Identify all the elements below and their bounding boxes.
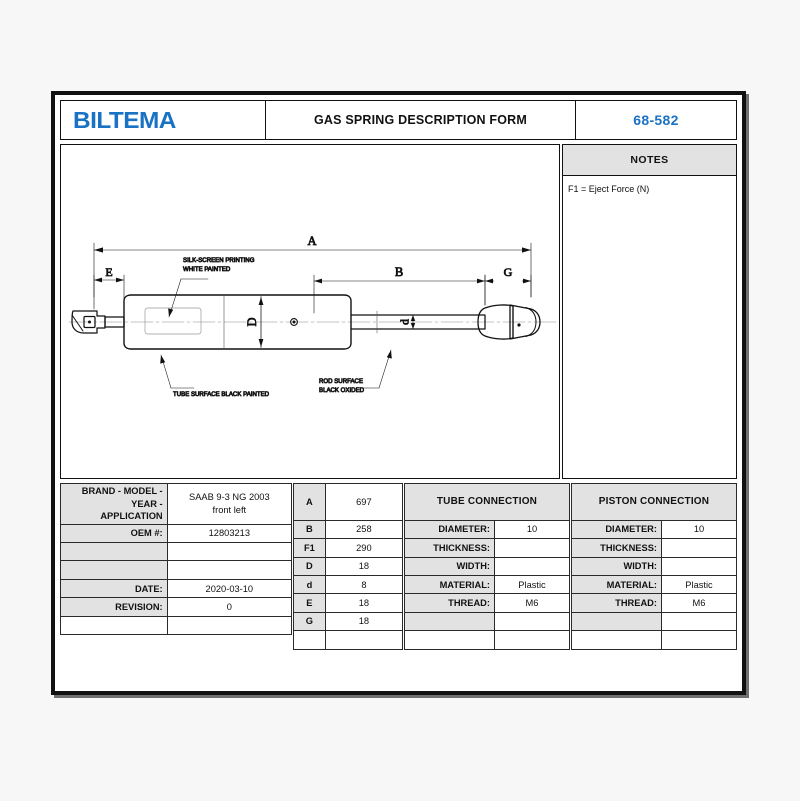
table-row [405,575,570,593]
dimension-label: F1 [294,539,326,557]
row-label: DIAMETER: [572,520,662,538]
table-row-heading [572,484,737,521]
table-row [61,543,292,561]
row-label: MATERIAL: [405,575,495,593]
dimension-label: D [294,557,326,575]
notes-panel [562,144,737,479]
table-row-spacer [61,616,292,634]
row-label: WIDTH: [405,557,495,575]
row-label: THICKNESS: [572,539,662,557]
row-value: 10 [495,520,570,538]
dimension-value: 18 [325,557,402,575]
tube-connection-heading: TUBE CONNECTION [405,484,570,521]
table-row-spacer [405,631,570,649]
brand-logo-text: BILTEMA [73,106,176,133]
table-row [572,539,737,557]
row-label: DIAMETER: [405,520,495,538]
dimension-value: 290 [325,539,402,557]
table-row [405,594,570,612]
table-row-spacer [294,631,403,649]
table-row [405,557,570,575]
table-row [294,612,403,630]
dimension-value: 697 [325,484,402,521]
table-row [294,484,403,521]
table-row [572,594,737,612]
dimension-label-b: B [394,265,404,279]
drawing-sheet [51,91,746,695]
silkscreen-label-area [145,308,201,334]
row-value [495,539,570,557]
table-row [405,520,570,538]
empty-cell [405,612,495,630]
empty-cell [294,631,326,649]
row-label: MATERIAL: [572,575,662,593]
empty-cell [325,631,402,649]
dimension-label: B [294,520,326,538]
table-row-spacer [405,612,570,630]
table-row [572,520,737,538]
piston-connection-heading: PISTON CONNECTION [572,484,737,521]
brand-label-line2: APPLICATION [100,511,163,522]
empty-cell [495,612,570,630]
row-label: THREAD: [572,594,662,612]
brand-logo [61,101,266,139]
table-row [61,598,292,616]
table-row-spacer [572,612,737,630]
middle-section [60,144,737,479]
empty-cell [572,631,662,649]
callout-tube-surface [160,355,194,388]
brand-value [167,484,291,525]
technical-drawing-panel [60,144,560,479]
row-value: 10 [662,520,737,538]
row-label: THREAD: [405,594,495,612]
row-value: M6 [495,594,570,612]
dimension-label: A [294,484,326,521]
brand-value-line1: SAAB 9-3 NG 2003 [189,492,270,503]
callout-rod-surface-line1: ROD SURFACE [319,378,364,385]
dimension-label-e: E [105,265,113,279]
dimension-value: 18 [325,594,402,612]
table-row [405,539,570,557]
dimension-label-d-small: d [399,319,412,325]
table-row [294,539,403,557]
row-label [61,561,168,579]
table-row-spacer [572,631,737,649]
row-value [662,557,737,575]
specification-tables [60,483,737,643]
sheet-inner [60,100,737,686]
table-row-brand [61,484,292,525]
callout-rod-surface-line2: BLACK OXIDED [319,387,365,394]
empty-cell [61,616,168,634]
empty-cell [572,612,662,630]
dimension-table [293,483,403,650]
table-row [572,575,737,593]
brand-label [61,484,168,525]
callout-rod-surface [361,350,392,388]
row-value: 0 [167,598,291,616]
row-label: WIDTH: [572,557,662,575]
page-title: GAS SPRING DESCRIPTION FORM [266,101,576,139]
table-row [572,557,737,575]
dimension-b [314,275,485,313]
table-row [294,575,403,593]
row-value: M6 [662,594,737,612]
row-value [495,557,570,575]
dimension-label-d: D [244,317,259,327]
table-row [61,579,292,597]
notes-heading: NOTES [563,145,736,176]
empty-cell [662,612,737,630]
callout-silkscreen-line2: WHITE PAINTED [183,266,231,273]
tube-connection-table [404,483,570,650]
dimension-label-g: G [503,265,513,279]
empty-cell [405,631,495,649]
table-row [294,520,403,538]
table-row [294,594,403,612]
dimension-value: 8 [325,575,402,593]
callout-tube-surface-label: TUBE SURFACE BLACK PAINTED [173,391,270,398]
notes-body [563,176,736,196]
empty-cell [495,631,570,649]
row-value: Plastic [495,575,570,593]
dimension-label: E [294,594,326,612]
brand-value-line2: front left [212,504,247,515]
row-value: 12803213 [167,524,291,542]
identification-table [60,483,292,635]
piston-connection-table [571,483,737,650]
empty-cell [662,631,737,649]
empty-cell [167,616,291,634]
row-value: Plastic [662,575,737,593]
gas-spring-drawing [61,145,560,476]
row-label: REVISION: [61,598,168,616]
table-row [294,557,403,575]
part-number: 68-582 [633,112,679,128]
sheet-header [60,100,737,140]
note-line: F1 = Eject Force (N) [568,184,650,194]
callout-silkscreen-line1: SILK-SCREEN PRINTING [183,257,255,264]
row-label [61,543,168,561]
table-row [61,561,292,579]
dimension-label: d [294,575,326,593]
dimension-value: 18 [325,612,402,630]
dimension-value: 258 [325,520,402,538]
dimension-a [94,243,531,297]
dimension-e [94,275,124,309]
brand-label-line1: BRAND - MODEL - YEAR - [81,486,163,509]
dimension-g [485,275,531,305]
table-row [61,524,292,542]
dimension-label-a: A [307,234,317,248]
row-value: 2020-03-10 [167,579,291,597]
row-label: OEM #: [61,524,168,542]
table-row-heading [405,484,570,521]
dimension-label: G [294,612,326,630]
row-label: THICKNESS: [405,539,495,557]
row-value [662,539,737,557]
row-label: DATE: [61,579,168,597]
callout-silkscreen [168,279,208,317]
row-value [167,543,291,561]
row-value [167,561,291,579]
